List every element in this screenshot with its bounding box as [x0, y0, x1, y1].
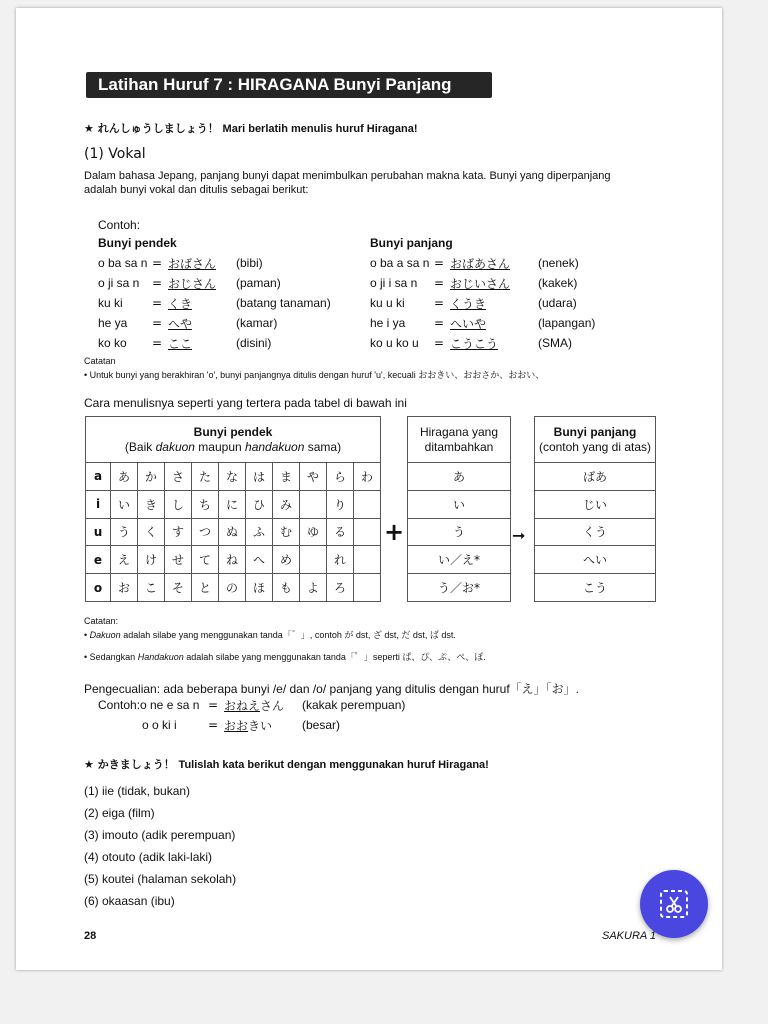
short-word-meaning: (batang tanaman) [236, 296, 331, 310]
long-word-romaji: o ba a sa n [370, 256, 430, 270]
kana-cell: さ [165, 463, 192, 491]
kana-cell: め [273, 546, 300, 574]
long-word-meaning: (kakek) [538, 276, 578, 290]
kana-cell [300, 490, 327, 518]
long-word-eq: = [434, 336, 445, 350]
contoh-label: Contoh: [98, 218, 141, 232]
kana-cell: な [219, 463, 246, 491]
row-label: u [86, 518, 111, 546]
kana-cell: て [192, 546, 219, 574]
plus-sign: + [384, 518, 405, 546]
row-label: e [86, 546, 111, 574]
kana-cell: も [273, 574, 300, 602]
exception-kana-rest: さん [260, 699, 285, 713]
kana-cell: や [300, 463, 327, 491]
added-title-line-1: Hiragana yang [419, 424, 499, 439]
added-table-header [408, 417, 511, 463]
document-page [16, 8, 722, 970]
exception-kana-rest: きい [248, 719, 273, 733]
kana-cell: ふ [246, 518, 273, 546]
kana-cell: へ [246, 546, 273, 574]
table-intro: Cara menulisnya seperti yang tertera pada tabel di bawah ini [84, 396, 407, 410]
long-word-kana: へいや [450, 317, 487, 331]
kana-cell: み [273, 490, 300, 518]
short-word-kana: へや [168, 317, 193, 331]
table-row [86, 574, 381, 602]
long-example-cell: ばあ [535, 463, 656, 491]
exception-kana [224, 717, 272, 734]
exception-meaning: (besar) [302, 718, 341, 732]
table-row [86, 546, 381, 574]
long-word-meaning: (udara) [538, 296, 577, 310]
long-word-romaji: ko u ko u [370, 336, 419, 350]
added-kana-cell: あ [408, 463, 511, 491]
exception-romaji: o ne e sa n [140, 698, 200, 712]
table-row [86, 490, 381, 518]
kana-cell: そ [165, 574, 192, 602]
instruction-1-jp: ★ れんしゅうしましょう！ [84, 122, 219, 135]
short-word-meaning: (bibi) [236, 256, 263, 270]
exception-romaji: o o ki i [142, 718, 177, 732]
intro-line-2: adalah bunyi vokal dan ditulis sebagai berikut: [84, 184, 309, 196]
kana-cell: し [165, 490, 192, 518]
list-item: (5) koutei (halaman sekolah) [84, 872, 237, 886]
kana-cell: に [219, 490, 246, 518]
list-item: (2) eiga (film) [84, 806, 155, 820]
row-label: a [86, 463, 111, 491]
short-word-romaji: o ba sa n [98, 256, 148, 270]
short-word-eq: = [152, 316, 163, 330]
footer-brand: SAKURA 1 [602, 930, 657, 942]
long-word-romaji: he i ya [370, 316, 406, 330]
short-word-kana: おじさん [168, 277, 217, 291]
kana-cell: り [327, 490, 354, 518]
note-part: adalah silabe yang menggunakan tanda「゜」seperti ぱ、ぴ、ぷ、ぺ、ぽ. [183, 652, 486, 662]
catatan-1-text: • Untuk bunyi yang berakhiran 'o', bunyi panjangnya ditulis dengan huruf 'u', kecuali おおきい、おおさか、おおい、 [84, 370, 545, 380]
note-part: • Sedangkan [84, 652, 138, 662]
long-sound-heading: Bunyi panjang [370, 236, 453, 250]
kana-cell: こ [138, 574, 165, 602]
long-word-kana: おばあさん [450, 257, 511, 271]
kana-cell [354, 490, 381, 518]
note-handakuon: Handakuon [137, 652, 184, 662]
kana-cell: ね [219, 546, 246, 574]
instruction-2-text: Tulislah kata berikut dengan menggunakan huruf Hiragana! [178, 759, 489, 771]
arrow-icon: ➞ [512, 526, 526, 545]
added-kana-cell: う [408, 518, 511, 546]
kana-cell: む [273, 518, 300, 546]
instruction-2 [84, 756, 489, 772]
short-word-meaning: (paman) [236, 276, 281, 290]
short-word-eq: = [152, 256, 163, 270]
kana-cell: る [327, 518, 354, 546]
long-table-subtitle: (contoh yang di atas) [538, 439, 652, 454]
kana-cell: ら [327, 463, 354, 491]
kana-cell: か [138, 463, 165, 491]
kana-cell: わ [354, 463, 381, 491]
short-word-kana: くき [168, 297, 193, 311]
short-word-eq: = [152, 276, 163, 290]
kana-cell [354, 518, 381, 546]
short-word-romaji: he ya [98, 316, 128, 330]
kana-cell: は [246, 463, 273, 491]
note-part: • [84, 630, 90, 640]
exception-eq: = [208, 698, 219, 712]
list-item: (3) imouto (adik perempuan) [84, 828, 236, 842]
kana-cell: れ [327, 546, 354, 574]
kana-cell: の [219, 574, 246, 602]
kana-cell: う [111, 518, 138, 546]
long-word-eq: = [434, 316, 445, 330]
row-label: i [86, 490, 111, 518]
long-word-eq: = [434, 296, 445, 310]
long-word-kana: こうこう [450, 337, 499, 351]
long-table-title: Bunyi panjang [553, 424, 637, 439]
kana-cell: け [138, 546, 165, 574]
page-title: Latihan Huruf 7 : HIRAGANA Bunyi Panjang [86, 72, 492, 98]
short-sound-heading: Bunyi pendek [98, 236, 177, 250]
long-word-kana: くうき [450, 297, 487, 311]
kana-cell: す [165, 518, 192, 546]
list-item: (4) otouto (adik laki-laki) [84, 850, 213, 864]
short-word-kana: ここ [168, 337, 193, 351]
short-word-romaji: ko ko [98, 336, 127, 350]
short-word-eq: = [152, 336, 163, 350]
kana-cell: つ [192, 518, 219, 546]
section-vokal-heading: (1) Vokal [84, 146, 146, 162]
exception-kana-underlined: おお [224, 719, 249, 733]
note-part: adalah silabe yang menggunakan tanda「゛」, contoh が dst, ざ dst, だ dst, ば dst. [120, 630, 456, 640]
long-example-cell: へい [535, 546, 656, 574]
kana-cell: ろ [327, 574, 354, 602]
subtitle-part: maupun [194, 439, 246, 454]
kana-cell: た [192, 463, 219, 491]
added-hiragana-table [407, 416, 511, 602]
kana-cell: よ [300, 574, 327, 602]
short-word-romaji: o ji sa n [98, 276, 140, 290]
kana-cell: い [111, 490, 138, 518]
scissors-crop-icon [658, 888, 690, 920]
kana-cell: あ [111, 463, 138, 491]
long-example-cell: じい [535, 490, 656, 518]
subtitle-dakuon: dakuon [155, 439, 195, 454]
kana-cell: せ [165, 546, 192, 574]
list-item: (1) iie (tidak, bukan) [84, 784, 191, 798]
kana-cell: く [138, 518, 165, 546]
table-row [86, 463, 381, 491]
long-example-cell: こう [535, 574, 656, 602]
kana-cell [354, 574, 381, 602]
catatan-2-line-1 [84, 628, 456, 641]
exception-kana-underlined: おねえ [224, 699, 261, 713]
added-kana-cell: い [408, 490, 511, 518]
catatan-2-line-2 [84, 650, 486, 663]
page-number: 28 [84, 930, 97, 942]
catatan-2-label: Catatan: [84, 616, 119, 626]
instruction-1 [84, 120, 418, 136]
kana-cell: ひ [246, 490, 273, 518]
long-sound-table [534, 416, 656, 602]
instruction-1-text: Mari berlatih menulis huruf Hiragana! [222, 123, 418, 135]
long-word-kana: おじいさん [450, 277, 511, 291]
kana-cell: ぬ [219, 518, 246, 546]
kana-cell: ほ [246, 574, 273, 602]
kana-cell: と [192, 574, 219, 602]
long-word-romaji: ku u ki [370, 296, 405, 310]
short-word-meaning: (kamar) [236, 316, 278, 330]
long-example-cell: くう [535, 518, 656, 546]
kana-cell: ち [192, 490, 219, 518]
exception-eq: = [208, 718, 219, 732]
long-word-meaning: (lapangan) [538, 316, 596, 330]
row-label: o [86, 574, 111, 602]
hiragana-short-table [85, 416, 381, 602]
kana-cell: え [111, 546, 138, 574]
added-title-line-2: ditambahkan [424, 439, 494, 454]
screenshot-crop-button[interactable] [640, 870, 708, 938]
exception-kana [224, 697, 284, 714]
kana-cell [354, 546, 381, 574]
subtitle-handakuon: handakuon [245, 439, 305, 454]
short-table-title: Bunyi pendek [193, 424, 273, 439]
exception-meaning: (kakak perempuan) [302, 698, 406, 712]
long-word-romaji: o ji i sa n [370, 276, 418, 290]
long-word-eq: = [434, 276, 445, 290]
intro-line-1: Dalam bahasa Jepang, panjang bunyi dapat menimbulkan perubahan makna kata. Bunyi yang diperpanjang [84, 170, 611, 182]
long-word-eq: = [434, 256, 445, 270]
short-table-header [86, 417, 381, 463]
short-word-eq: = [152, 296, 163, 310]
catatan-1-label: Catatan [84, 356, 116, 366]
short-word-meaning: (disini) [236, 336, 272, 350]
list-item: (6) okaasan (ibu) [84, 894, 175, 908]
kana-cell: ゆ [300, 518, 327, 546]
note-dakuon: Dakuon [89, 630, 121, 640]
subtitle-part: sama) [304, 439, 342, 454]
long-word-meaning: (nenek) [538, 256, 579, 270]
table-row [86, 518, 381, 546]
kana-cell: き [138, 490, 165, 518]
kana-cell: お [111, 574, 138, 602]
kana-cell [300, 546, 327, 574]
kana-cell: ま [273, 463, 300, 491]
subtitle-part: (Baik [124, 439, 156, 454]
exception-intro: Pengecualian: ada beberapa bunyi /e/ dan /o/ panjang yang ditulis dengan huruf「え」「お」. [84, 682, 580, 696]
instruction-2-jp: ★ かきましょう！ [84, 758, 175, 771]
exception-prefix: Contoh: [98, 698, 141, 712]
short-word-kana: おばさん [168, 257, 217, 271]
short-word-romaji: ku ki [98, 296, 123, 310]
added-kana-cell: う／お* [408, 574, 511, 602]
long-table-header [535, 417, 656, 463]
long-word-meaning: (SMA) [538, 336, 572, 350]
short-table-subtitle [86, 440, 380, 455]
added-kana-cell: い／え* [408, 546, 511, 574]
